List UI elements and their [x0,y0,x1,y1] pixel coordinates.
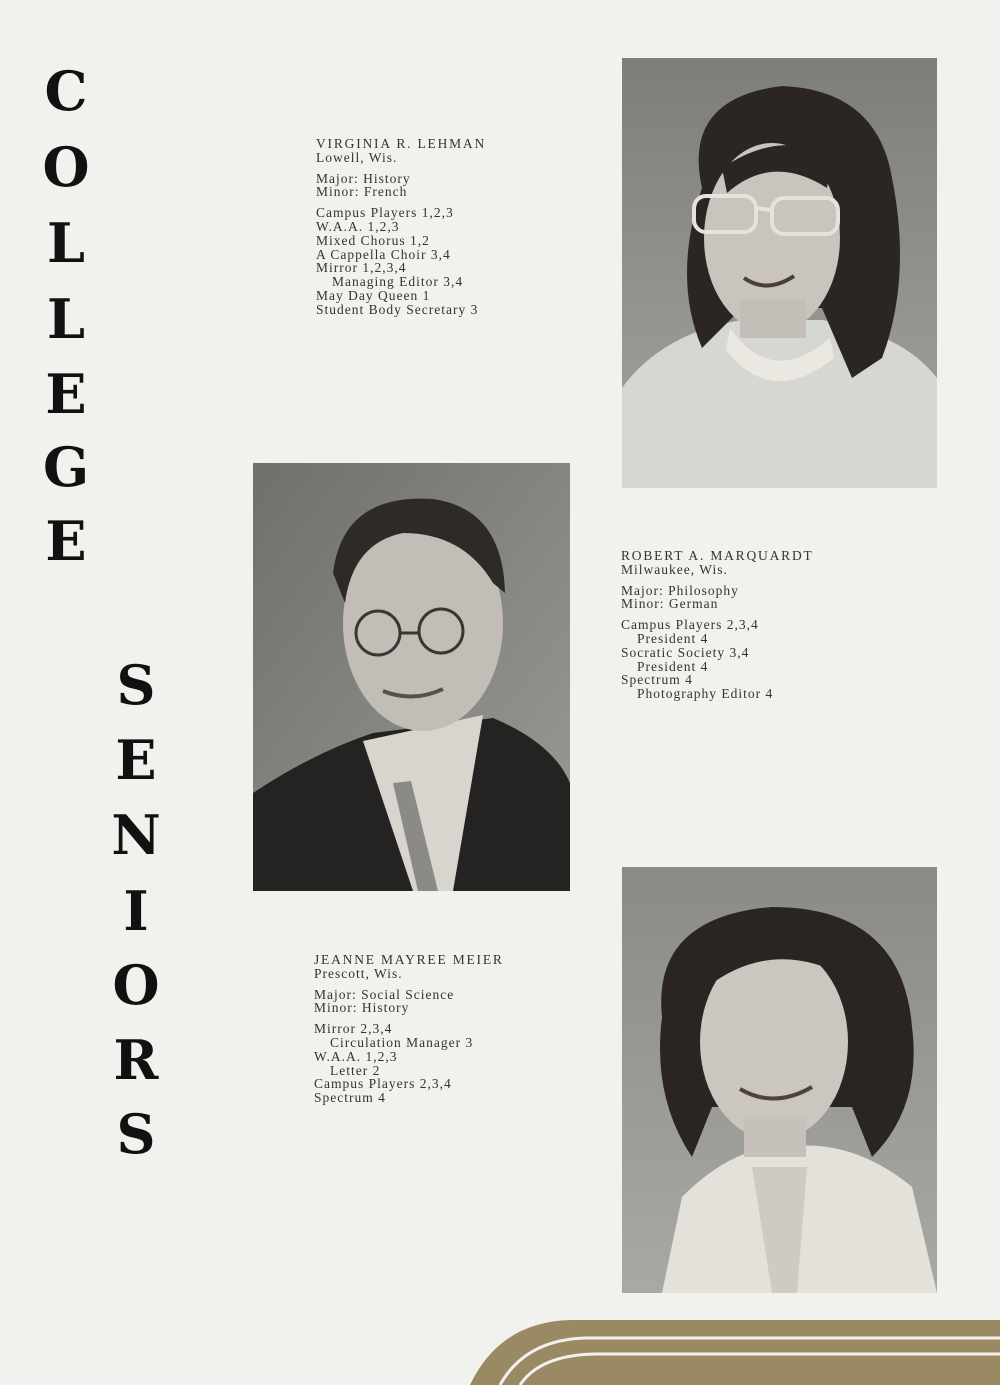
senior-activity: Photography Editor 4 [637,686,774,702]
senior-activity: Student Body Secretary 3 [316,301,479,317]
senior-activity: Campus Players 2,3,4 [621,617,759,633]
senior-name: ROBERT A. MARQUARDT [621,548,814,563]
senior-activity: President 4 [637,630,709,646]
heading-letter: I [123,879,149,943]
senior-hometown: Prescott, Wis. [314,965,403,981]
senior-activity: W.A.A. 1,2,3 [316,218,400,234]
senior-activity: A Cappella Choir 3,4 [316,246,451,262]
senior-major: Major: Social Science [314,986,455,1002]
senior-hometown: Lowell, Wis. [316,149,398,165]
heading-letter: L [47,211,85,275]
heading-letter: C [44,59,88,123]
senior-activity: Mirror 1,2,3,4 [316,260,407,276]
heading-letter: O [42,135,90,199]
heading-letter: R [113,1028,159,1092]
heading-letter: S [116,1102,156,1166]
senior-activity: Letter 2 [330,1062,381,1078]
senior-activity: Mirror 2,3,4 [314,1021,393,1037]
senior-activity: President 4 [637,658,709,674]
senior-activity: Socratic Society 3,4 [621,644,750,660]
senior-activity: Spectrum 4 [621,672,693,688]
senior-name: VIRGINIA R. LEHMAN [316,136,487,151]
senior-name: JEANNE MAYREE MEIER [314,952,504,967]
senior-minor: Minor: German [621,596,719,612]
heading-letter: L [47,287,85,351]
senior-minor: Minor: History [314,1000,410,1016]
senior-minor: Minor: French [316,184,408,200]
senior-activity: Managing Editor 3,4 [332,274,464,290]
senior-activity: Mixed Chorus 1,2 [316,232,430,248]
heading-letter: E [115,728,157,792]
senior-activity: Campus Players 1,2,3 [316,205,454,221]
senior-activity: May Day Queen 1 [316,287,431,303]
senior-activity: W.A.A. 1,2,3 [314,1048,398,1064]
senior-hometown: Milwaukee, Wis. [621,561,728,577]
heading-letter: O [112,953,160,1017]
senior-major: Major: Philosophy [621,582,739,598]
heading-letter: G [42,435,90,499]
senior-activity: Spectrum 4 [314,1090,386,1106]
heading-letter: E [45,509,87,573]
heading-letter: S [116,653,156,717]
heading-letter: N [111,803,161,867]
heading-letter: E [45,362,87,426]
senior-activity: Campus Players 2,3,4 [314,1076,452,1092]
senior-activity: Circulation Manager 3 [330,1034,474,1050]
senior-major: Major: History [316,170,411,186]
